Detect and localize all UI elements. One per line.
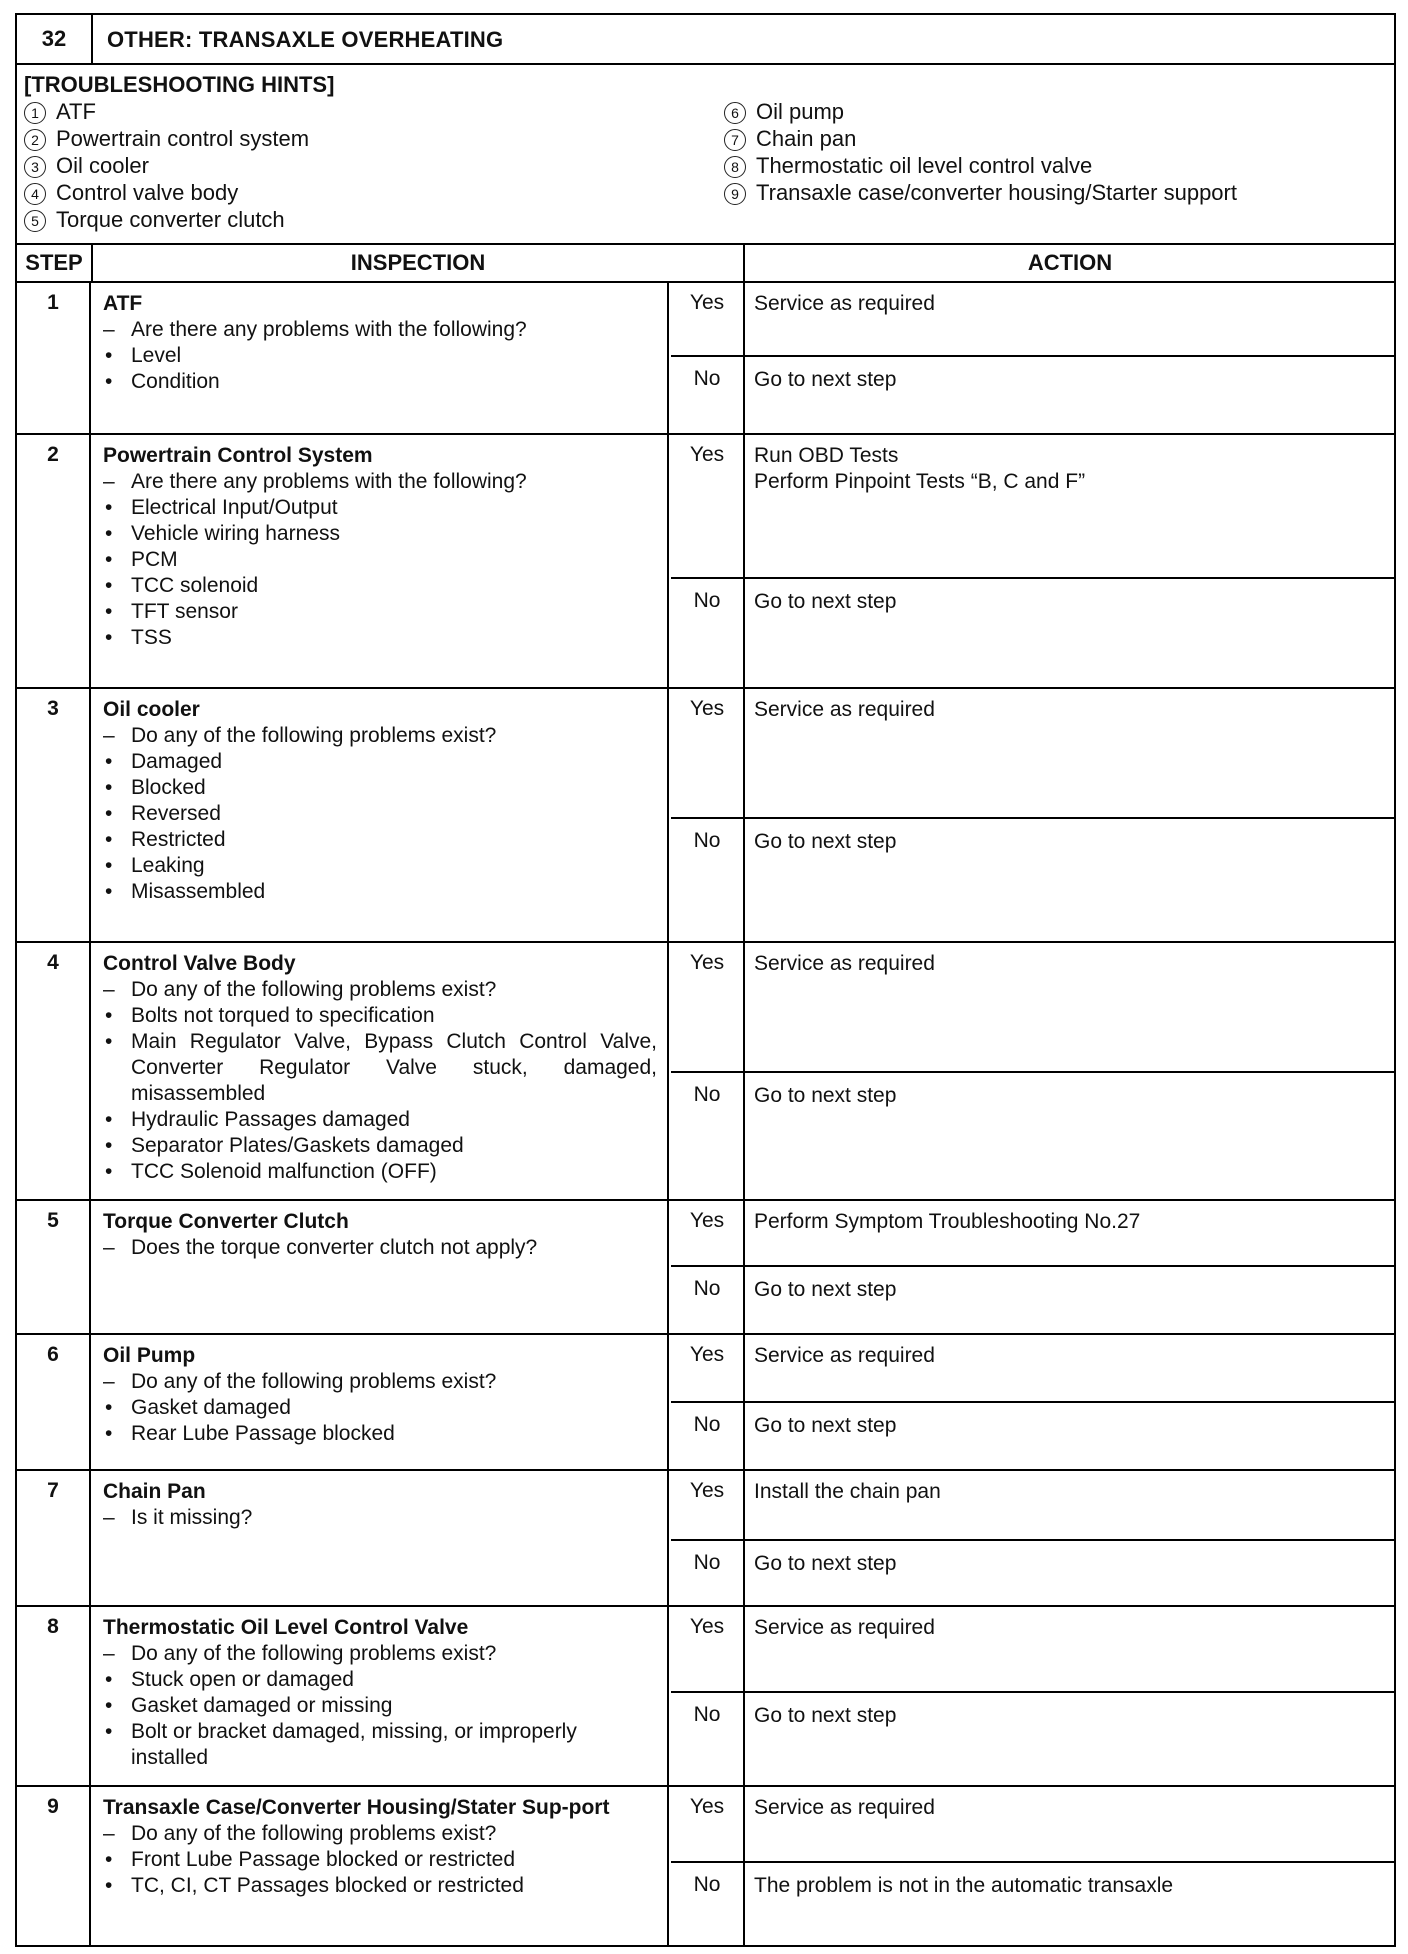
- sheet-title: OTHER: TRANSAXLE OVERHEATING: [107, 27, 504, 52]
- row-divider: [671, 1401, 743, 1403]
- row-divider: [745, 577, 1394, 579]
- inspection-list: [103, 1003, 657, 1185]
- no-action: Go to next step: [754, 1084, 897, 1107]
- list-item: • Damaged: [103, 749, 657, 775]
- yes-no-cell: [671, 1607, 745, 1785]
- inspection-question: – Are there any problems with the following?: [103, 469, 657, 495]
- yes-label: Yes: [689, 1795, 725, 1818]
- inspection-question: – Do any of the following problems exist?: [103, 723, 657, 749]
- inspection-cell: [93, 435, 669, 687]
- step-number: 4: [17, 943, 91, 1199]
- step-number: 3: [17, 689, 91, 941]
- circled-number: 5: [24, 210, 46, 232]
- row-divider: [671, 1539, 743, 1541]
- step-row-1: [17, 283, 1394, 435]
- list-item: • Reversed: [103, 801, 657, 827]
- column-headers: [17, 245, 1394, 283]
- list-item: • TCC solenoid: [103, 573, 657, 599]
- no-action: Go to next step: [754, 1278, 897, 1301]
- yes-action-secondary: Perform Pinpoint Tests “B, C and F”: [754, 470, 1086, 493]
- yes-action: Service as required: [754, 292, 935, 315]
- list-item: • Condition: [103, 369, 657, 395]
- list-item: • TC, CI, CT Passages blocked or restricted: [103, 1873, 657, 1899]
- sheet-number: 32: [17, 15, 93, 63]
- no-action: Go to next step: [754, 1414, 897, 1437]
- list-item: • Bolts not torqued to specification: [103, 1003, 657, 1029]
- inspection-question: – Do any of the following problems exist?: [103, 1821, 657, 1847]
- list-item: • Electrical Input/Output: [103, 495, 657, 521]
- inspection-column-header: INSPECTION: [93, 245, 745, 281]
- yes-label: Yes: [689, 291, 725, 314]
- step-row-6: [17, 1335, 1394, 1471]
- action-cell: [745, 1787, 1394, 1945]
- list-item: • TSS: [103, 625, 657, 651]
- list-item: • Rear Lube Passage blocked: [103, 1421, 657, 1447]
- row-divider: [671, 355, 743, 357]
- inspection-cell: [93, 1471, 669, 1605]
- step-number: 5: [17, 1201, 91, 1333]
- yes-label: Yes: [689, 1615, 725, 1638]
- inspection-question: – Are there any problems with the following?: [103, 317, 657, 343]
- list-item: • Vehicle wiring harness: [103, 521, 657, 547]
- inspection-cell: [93, 1335, 669, 1469]
- row-divider: [745, 817, 1394, 819]
- action-cell: [745, 435, 1394, 687]
- troubleshooting-hints: [17, 65, 1394, 245]
- sheet-header: [17, 15, 1394, 65]
- step-row-4: [17, 943, 1394, 1201]
- list-item: • Gasket damaged or missing: [103, 1693, 657, 1719]
- yes-no-cell: [671, 1787, 745, 1945]
- yes-action: Service as required: [754, 1344, 935, 1367]
- yes-action: Service as required: [754, 1796, 935, 1819]
- step-row-3: [17, 689, 1394, 943]
- list-item: • Leaking: [103, 853, 657, 879]
- inspection-title: Oil Pump: [103, 1344, 196, 1367]
- row-divider: [745, 1401, 1394, 1403]
- step-row-5: [17, 1201, 1394, 1335]
- step-row-8: [17, 1607, 1394, 1787]
- inspection-cell: [93, 1787, 669, 1945]
- row-divider: [671, 1861, 743, 1863]
- yes-no-cell: [671, 435, 745, 687]
- action-cell: [745, 1335, 1394, 1469]
- yes-label: Yes: [689, 951, 725, 974]
- inspection-title: Torque Converter Clutch: [103, 1210, 349, 1233]
- hint-item: 1 ATF: [24, 98, 309, 125]
- inspection-list: [103, 1667, 657, 1771]
- step-column-header: STEP: [17, 245, 93, 281]
- inspection-list: [103, 495, 657, 651]
- hint-item: 2 Powertrain control system: [24, 125, 309, 152]
- hint-item: 7 Chain pan: [724, 125, 1237, 152]
- circled-number: 9: [724, 183, 746, 205]
- list-item: • Blocked: [103, 775, 657, 801]
- yes-no-cell: [671, 1471, 745, 1605]
- circled-number: 6: [724, 102, 746, 124]
- inspection-cell: [93, 1607, 669, 1785]
- inspection-cell: [93, 943, 669, 1199]
- circled-number: 8: [724, 156, 746, 178]
- list-item: • Main Regulator Valve, Bypass Clutch Control Valve, Converter Regulator Valve stuck, damaged, misassembled: [103, 1029, 657, 1107]
- row-divider: [745, 355, 1394, 357]
- inspection-question: – Do any of the following problems exist?: [103, 1641, 657, 1667]
- row-divider: [745, 1861, 1394, 1863]
- hint-item: 3 Oil cooler: [24, 152, 309, 179]
- step-row-9: [17, 1787, 1394, 1945]
- action-cell: [745, 689, 1394, 941]
- row-divider: [671, 1265, 743, 1267]
- hint-item: 6 Oil pump: [724, 98, 1237, 125]
- inspection-title: Thermostatic Oil Level Control Valve: [103, 1616, 469, 1639]
- yes-label: Yes: [689, 1209, 725, 1232]
- yes-no-cell: [671, 943, 745, 1199]
- action-cell: [745, 1201, 1394, 1333]
- no-label: No: [693, 1873, 721, 1896]
- action-cell: [745, 1607, 1394, 1785]
- yes-label: Yes: [689, 1479, 725, 1502]
- list-item: • Gasket damaged: [103, 1395, 657, 1421]
- hint-item: 5 Torque converter clutch: [24, 206, 309, 233]
- no-action: Go to next step: [754, 1552, 897, 1575]
- list-item: • Separator Plates/Gaskets damaged: [103, 1133, 657, 1159]
- inspection-question: – Does the torque converter clutch not apply?: [103, 1235, 657, 1261]
- yes-label: Yes: [689, 1343, 725, 1366]
- inspection-question: – Is it missing?: [103, 1505, 657, 1531]
- inspection-list: [103, 749, 657, 905]
- yes-label: Yes: [689, 443, 725, 466]
- action-cell: [745, 1471, 1394, 1605]
- no-label: No: [693, 829, 721, 852]
- yes-action: Service as required: [754, 1616, 935, 1639]
- no-action: Go to next step: [754, 368, 897, 391]
- hint-item: 8 Thermostatic oil level control valve: [724, 152, 1237, 179]
- yes-action: Perform Symptom Troubleshooting No.27: [754, 1210, 1141, 1233]
- step-row-7: [17, 1471, 1394, 1607]
- list-item: • Misassembled: [103, 879, 657, 905]
- action-column-header: ACTION: [1027, 250, 1113, 275]
- no-label: No: [693, 1551, 721, 1574]
- action-cell: [745, 283, 1394, 433]
- list-item: • Level: [103, 343, 657, 369]
- circled-number: 3: [24, 156, 46, 178]
- row-divider: [671, 577, 743, 579]
- inspection-list: [103, 343, 657, 395]
- yes-no-cell: [671, 1201, 745, 1333]
- list-item: • PCM: [103, 547, 657, 573]
- hints-right-column: [724, 98, 1237, 206]
- no-action: Go to next step: [754, 1704, 897, 1727]
- yes-no-cell: [671, 689, 745, 941]
- row-divider: [671, 1691, 743, 1693]
- no-action: Go to next step: [754, 830, 897, 853]
- hints-left-column: [24, 98, 309, 233]
- row-divider: [745, 1265, 1394, 1267]
- inspection-cell: [93, 689, 669, 941]
- row-divider: [671, 1071, 743, 1073]
- yes-action: Install the chain pan: [754, 1480, 941, 1503]
- inspection-title: Powertrain Control System: [103, 444, 373, 467]
- step-number: 1: [17, 283, 91, 433]
- no-label: No: [693, 1703, 721, 1726]
- inspection-title: Control Valve Body: [103, 952, 296, 975]
- no-action: Go to next step: [754, 590, 897, 613]
- circled-number: 7: [724, 129, 746, 151]
- list-item: • Stuck open or damaged: [103, 1667, 657, 1693]
- inspection-list: [103, 1395, 657, 1447]
- inspection-question: – Do any of the following problems exist?: [103, 1369, 657, 1395]
- yes-action: Run OBD Tests: [754, 444, 899, 467]
- hint-item: 4 Control valve body: [24, 179, 309, 206]
- row-divider: [745, 1691, 1394, 1693]
- step-number: 7: [17, 1471, 91, 1605]
- no-label: No: [693, 1083, 721, 1106]
- yes-label: Yes: [689, 697, 725, 720]
- list-item: • TCC Solenoid malfunction (OFF): [103, 1159, 657, 1185]
- no-label: No: [693, 367, 721, 390]
- list-item: • Hydraulic Passages damaged: [103, 1107, 657, 1133]
- yes-action: Service as required: [754, 952, 935, 975]
- step-number: 2: [17, 435, 91, 687]
- circled-number: 1: [24, 102, 46, 124]
- inspection-question: – Do any of the following problems exist?: [103, 977, 657, 1003]
- list-item: • Bolt or bracket damaged, missing, or improperly installed: [103, 1719, 657, 1771]
- inspection-cell: [93, 283, 669, 433]
- list-item: • Front Lube Passage blocked or restricted: [103, 1847, 657, 1873]
- list-item: • TFT sensor: [103, 599, 657, 625]
- list-item: • Restricted: [103, 827, 657, 853]
- inspection-title: Chain Pan: [103, 1480, 206, 1503]
- row-divider: [745, 1071, 1394, 1073]
- action-cell: [745, 943, 1394, 1199]
- circled-number: 4: [24, 183, 46, 205]
- step-number: 9: [17, 1787, 91, 1945]
- inspection-cell: [93, 1201, 669, 1333]
- yes-action: Service as required: [754, 698, 935, 721]
- hints-title: [TROUBLESHOOTING HINTS]: [24, 72, 335, 97]
- troubleshooting-sheet: [15, 13, 1396, 1947]
- no-action: The problem is not in the automatic transaxle: [754, 1874, 1174, 1897]
- no-label: No: [693, 1277, 721, 1300]
- step-number: 8: [17, 1607, 91, 1785]
- hint-item: 9 Transaxle case/converter housing/Starter support: [724, 179, 1237, 206]
- row-divider: [671, 817, 743, 819]
- yes-no-cell: [671, 283, 745, 433]
- row-divider: [745, 1539, 1394, 1541]
- no-label: No: [693, 1413, 721, 1436]
- inspection-title: Oil cooler: [103, 698, 200, 721]
- no-label: No: [693, 589, 721, 612]
- circled-number: 2: [24, 129, 46, 151]
- inspection-title: Transaxle Case/Converter Housing/Stater Sup-port: [103, 1796, 610, 1819]
- inspection-list: [103, 1847, 657, 1899]
- inspection-title: ATF: [103, 292, 143, 315]
- yes-no-cell: [671, 1335, 745, 1469]
- step-number: 6: [17, 1335, 91, 1469]
- step-row-2: [17, 435, 1394, 689]
